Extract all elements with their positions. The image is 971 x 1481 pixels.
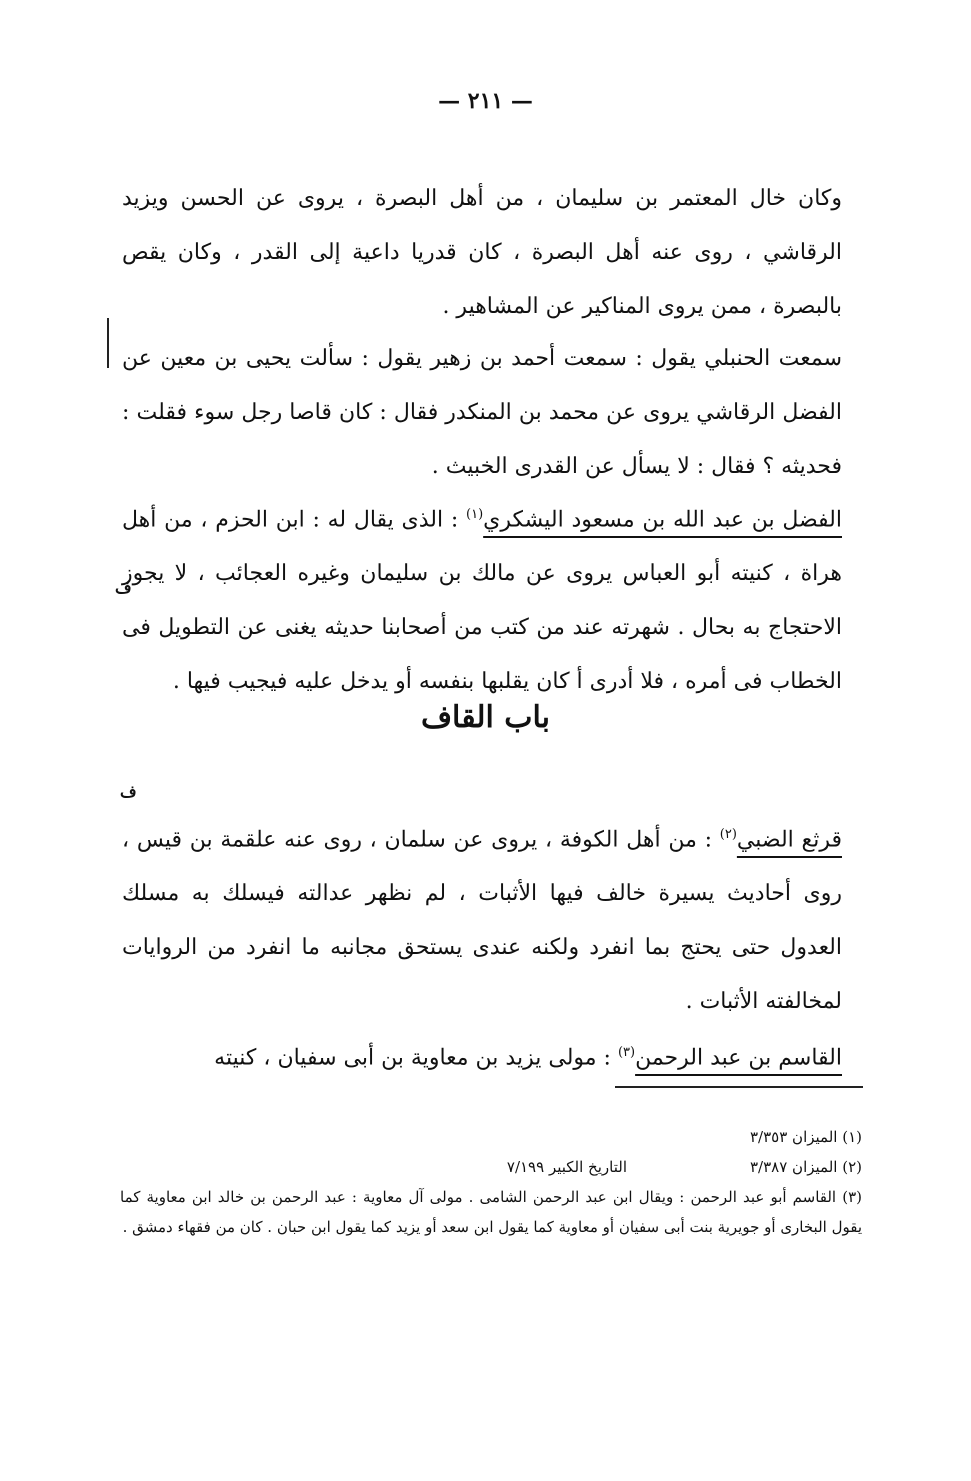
margin-bracket [107,318,109,368]
footnote-2: (٢) الميزان ٣/٣٨٧ [750,1158,862,1176]
footnote-reference: (١) [466,507,484,522]
entry-heading: قرثع الضبي [736,827,842,853]
footnote-reference: (٢) [719,827,737,842]
footnote-row [120,1122,862,1152]
footnote-3: (٣) القاسم أبو عبد الرحمن : ويقال ابن عبد الرحمن الشامى . مولى آل معاوية : عبد الرحمن بن خالد ابن معاوية كما يقول البخارى أو جويرية بنت أبى سفيان أو معاوية كما يقول ابن سعد أو يزيد كما يقول ابن حبان . كان من فقهاء دمشق . [120,1188,862,1236]
entry-body: : من أهل الكوفة ، يروى عن سلمان ، روى عنه علقمة بن قيس ، روى أحاديث يسيرة خالف فيها الأثبات ، لم نظهر عدالته فيسلك به مسلك العدول حتى يحتج بما انفرد ولكنه عندى يستحق مجانبه ما انفرد من الروايات لمخالفته الأثبات . [122,827,842,1015]
entry-heading: الفضل بن عبد الله بن مسعود اليشكري [483,507,842,533]
entry-qasim [122,1026,842,1085]
footnote-divider [615,1086,863,1088]
footnote-row [120,1152,862,1182]
paragraph-quote: سمعت الحنبلي يقول : سمعت أحمد بن زهير يقول : سألت يحيى بن معين عن الفضل الرقاشي يروى عن محمد بن المنكدر فقال : كان قاصا رجل سوء فقلت : فحديثه ؟ فقال : لا يسأل عن القدرى الخبيث . [122,346,842,479]
paragraph-continuation: وكان خال المعتمر بن سليمان ، من أهل البصرة ، يروى عن الحسن ويزيد الرقاشي ، روى عنه أهل البصرة ، كان قدريا داعية إلى القدر ، وكان يقص بالبصرة ، ممن يروى المناكير عن المشاهير . [122,186,842,319]
footnote-1: (١) الميزان ٣/٣٥٣ [750,1128,862,1146]
entry-heading: القاسم بن عبد الرحمن [635,1045,842,1071]
footnote-2-extra: التاريخ الكبير ٧/١٩٩ [506,1158,627,1176]
entry-body: : مولى يزيد بن معاوية بن أبى سفيان ، كنيته [214,1045,618,1071]
entry-fadl-yashkuri [122,488,842,709]
page-number: — ٢١١ — [438,88,533,114]
entry-qurtha-dabbi [122,808,842,1029]
section-heading: باب القاف [420,700,551,735]
footnotes [120,1122,862,1242]
footnote-reference: (٣) [617,1045,636,1060]
margin-mark: ف [120,782,137,801]
entry-body: : الذى يقال له : ابن الحزم ، من أهل هراة ، كنيته أبو العباس يروى عن مالك بن سليمان وغيره العجائب ، لا يجوز الاحتجاج به بحال . شهرته عند من كتب من أصحابنا حديثه يغنى عن التطويل فى الخطاب فى أمره ، فلا أدرى أ كان يقلبها بنفسه أو يدخل عليه فيجيب فيها . [122,507,842,695]
margin-mark: ف [115,578,132,597]
